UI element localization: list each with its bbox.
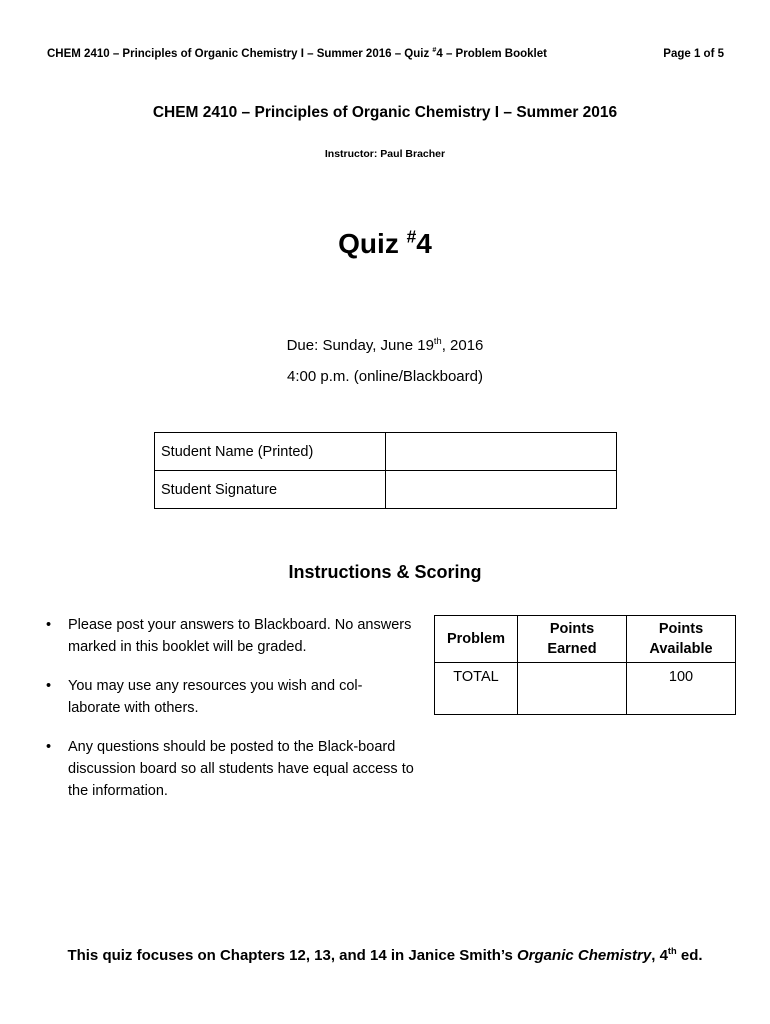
bullet-icon: • [46,617,52,633]
bullet-icon: • [46,739,52,755]
page-number: Page 1 of 5 [663,48,724,60]
total-available-value: 100 [627,663,736,715]
table-row [435,663,736,715]
table-header-row [435,616,736,663]
course-title: CHEM 2410 – Principles of Organic Chemistry I – Summer 2016 [152,104,618,121]
list-item: • You may use any resources you wish and col-laborate with others. [44,675,414,719]
page-header-title: CHEM 2410 – Principles of Organic Chemistry I – Summer 2016 – Quiz #4 – Problem Booklet [47,46,547,60]
instructions-list [44,614,414,819]
instructions-heading: Instructions & Scoring [288,562,482,582]
student-name-field[interactable] [386,433,617,471]
total-earned-field[interactable] [518,663,627,715]
due-date: Due: Sunday, June 19th, 2016 [286,336,484,354]
due-time: 4:00 p.m. (online/Blackboard) [287,368,483,385]
student-signature-label: Student Signature [155,471,386,509]
column-header-points-available: Points Available [627,616,736,663]
student-name-row [155,433,617,471]
quiz-title: Quiz #4 [338,226,432,259]
column-header-problem: Problem [435,616,518,663]
student-signature-field[interactable] [386,471,617,509]
list-item: • Any questions should be posted to the Black-board discussion board so all students have equal access to the information. [44,736,414,802]
list-item: • Please post your answers to Blackboard. No answers marked in this booklet will be graded. [44,614,414,658]
bullet-icon: • [46,678,52,694]
total-label: TOTAL [435,663,518,715]
footer-note: This quiz focuses on Chapters 12, 13, and 14 in Janice Smith’s Organic Chemistry, 4th ed. [67,946,703,964]
student-info-table [154,432,617,509]
column-header-points-earned: Points Earned [518,616,627,663]
scoring-table [434,615,736,715]
book-title: Organic Chemistry [517,947,652,964]
instructor-line: Instructor: Paul Bracher [324,148,446,160]
student-name-label: Student Name (Printed) [155,433,386,471]
student-signature-row [155,471,617,509]
